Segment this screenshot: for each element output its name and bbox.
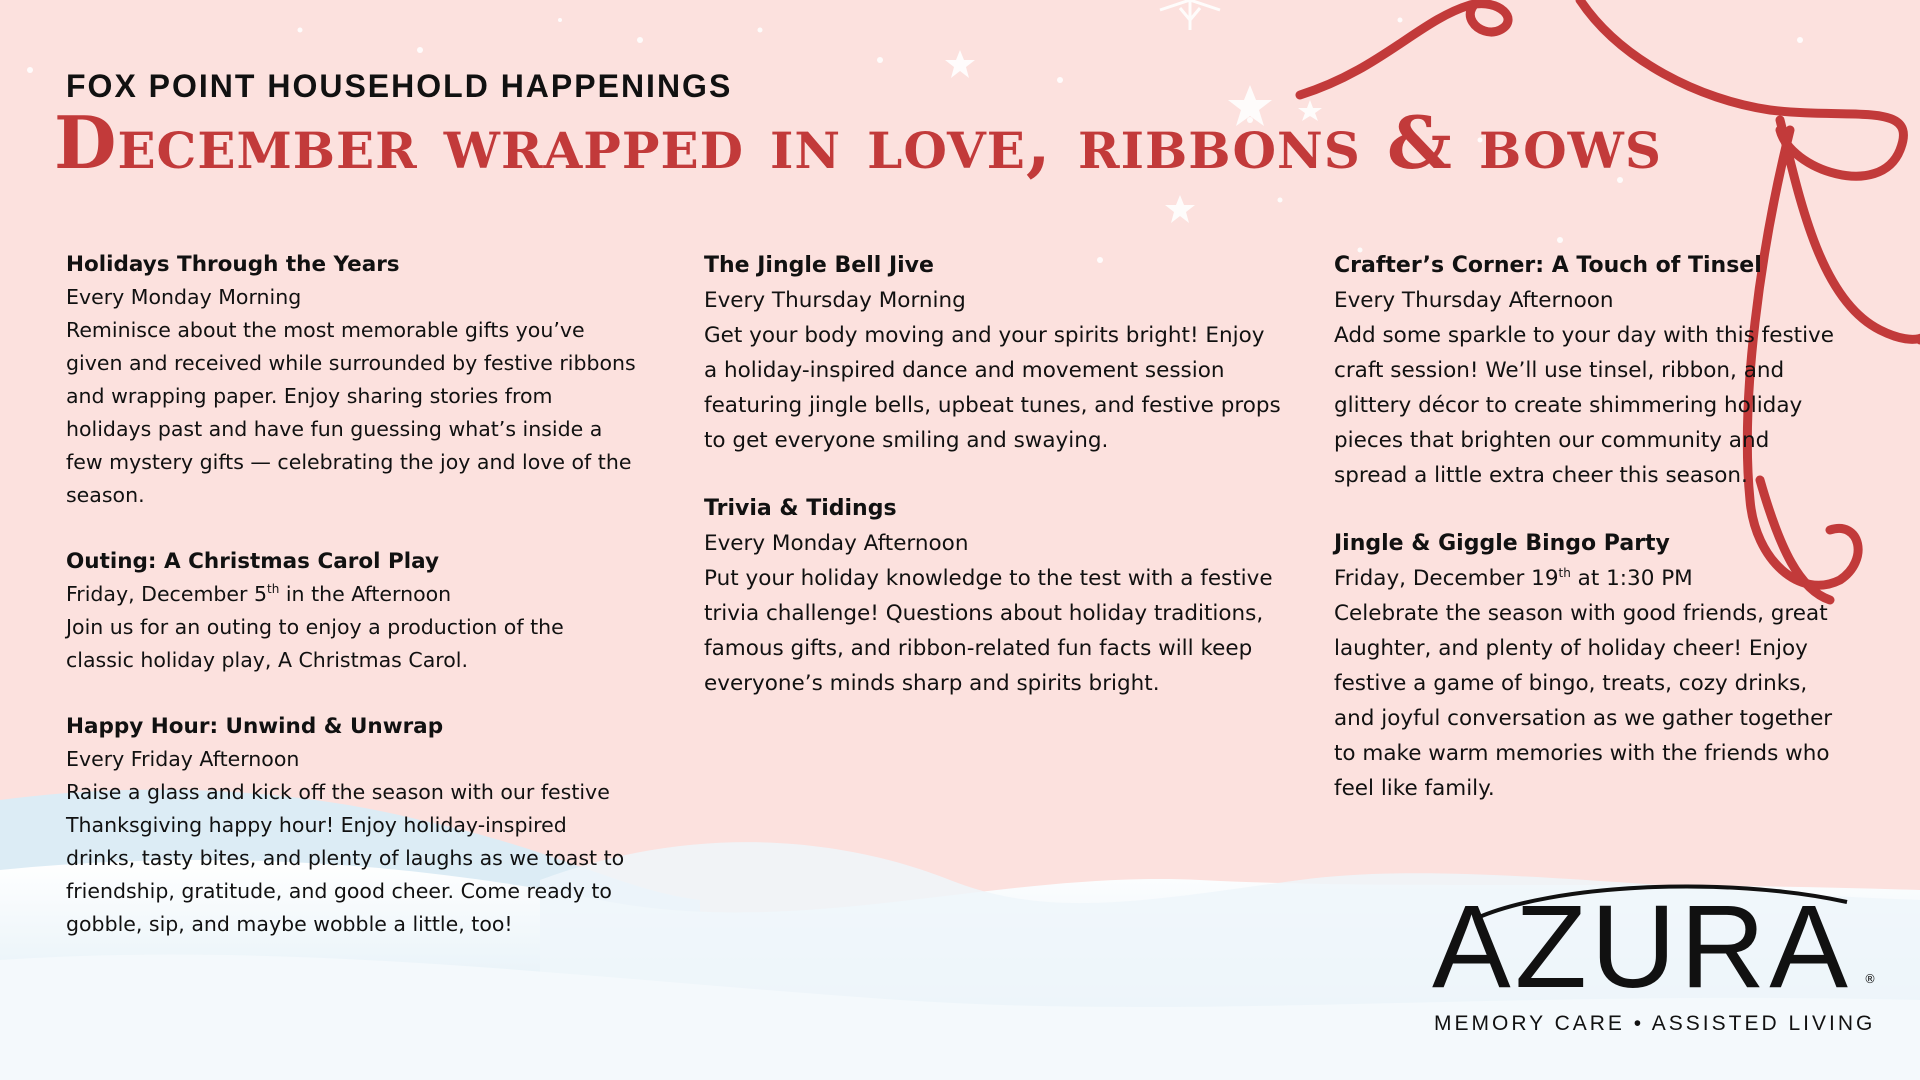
- event-card: [1334, 526, 1834, 806]
- event-title: Trivia & Tidings: [704, 496, 897, 521]
- registered-mark: ®: [1864, 972, 1876, 986]
- event-schedule: Every Monday Morning: [66, 285, 302, 309]
- logo-tagline: MEMORY CARE • ASSISTED LIVING: [1434, 1012, 1876, 1035]
- event-schedule: [66, 578, 636, 611]
- event-title: Jingle & Giggle Bingo Party: [1334, 531, 1670, 556]
- event-card: [704, 491, 1284, 701]
- event-date: Friday, December 19: [1334, 566, 1559, 591]
- ordinal-suffix: th: [1558, 565, 1571, 580]
- event-card: [66, 248, 636, 512]
- event-title: The Jingle Bell Jive: [704, 253, 934, 278]
- event-card: [66, 545, 636, 677]
- events-column-3: [1334, 248, 1834, 839]
- snowflake-icon: [1160, 0, 1220, 30]
- page-kicker: FOX POINT HOUSEHOLD HAPPENINGS: [66, 68, 733, 104]
- event-card: [66, 710, 636, 941]
- event-title: Holidays Through the Years: [66, 252, 400, 277]
- event-schedule: Every Thursday Afternoon: [1334, 288, 1614, 313]
- event-description: Put your holiday knowledge to the test with a festive trivia challenge! Questions about holiday traditions, famous gifts, and ribbon-related fun facts will keep everyone’s minds sharp and spirits bright.: [704, 566, 1273, 696]
- event-description: Reminisce about the most memorable gifts you’ve given and received while surrounded by festive ribbons and wrapping paper. Enjoy sharing stories from holidays past and have fun guessing what’s inside a few mystery gifts — celebrating the joy and love of the season.: [66, 318, 636, 507]
- event-title: Happy Hour: Unwind & Unwrap: [66, 714, 444, 739]
- event-title: Crafter’s Corner: A Touch of Tinsel: [1334, 253, 1762, 278]
- event-description: Raise a glass and kick off the season with our festive Thanksgiving happy hour! Enjoy holiday-inspired drinks, tasty bites, and plenty of laughs as we toast to friendship, gratitude, and good cheer. Come ready to gobble, sip, and maybe wobble a little, too!: [66, 780, 625, 936]
- event-date: Friday, December 5: [66, 582, 268, 606]
- events-column-1: [66, 248, 636, 974]
- event-description: Celebrate the season with good friends, great laughter, and plenty of holiday cheer! Enjoy festive a game of bingo, treats, cozy drinks, and joyful conversation as we gather together to make warm memories with the friends who feel like family.: [1334, 601, 1833, 801]
- event-description: Add some sparkle to your day with this festive craft session! We’ll use tinsel, ribbon, and glittery décor to create shimmering holiday pieces that brighten our community and spread a little extra cheer this season.: [1334, 323, 1835, 488]
- event-card: [704, 248, 1284, 458]
- event-time: at 1:30 PM: [1570, 566, 1693, 591]
- event-title: Outing: A Christmas Carol Play: [66, 549, 439, 574]
- event-schedule: Every Monday Afternoon: [704, 531, 969, 556]
- event-card: [1334, 248, 1834, 493]
- logo-wordmark: AZURA: [1432, 881, 1852, 1013]
- event-schedule: [1334, 561, 1834, 596]
- event-time: in the Afternoon: [279, 582, 452, 606]
- azura-logo: [1432, 880, 1876, 1040]
- event-schedule: Every Friday Afternoon: [66, 747, 300, 771]
- ordinal-suffix: th: [267, 582, 280, 597]
- page-title: December wrapped in love, ribbons & bows: [54, 100, 1662, 185]
- events-column-2: [704, 248, 1284, 734]
- event-description: Get your body moving and your spirits bright! Enjoy a holiday-inspired dance and movement session featuring jingle bells, upbeat tunes, and festive props to get everyone smiling and swaying.: [704, 323, 1281, 453]
- event-schedule: Every Thursday Morning: [704, 288, 966, 313]
- event-description: Join us for an outing to enjoy a production of the classic holiday play, A Christmas Carol.: [66, 615, 564, 672]
